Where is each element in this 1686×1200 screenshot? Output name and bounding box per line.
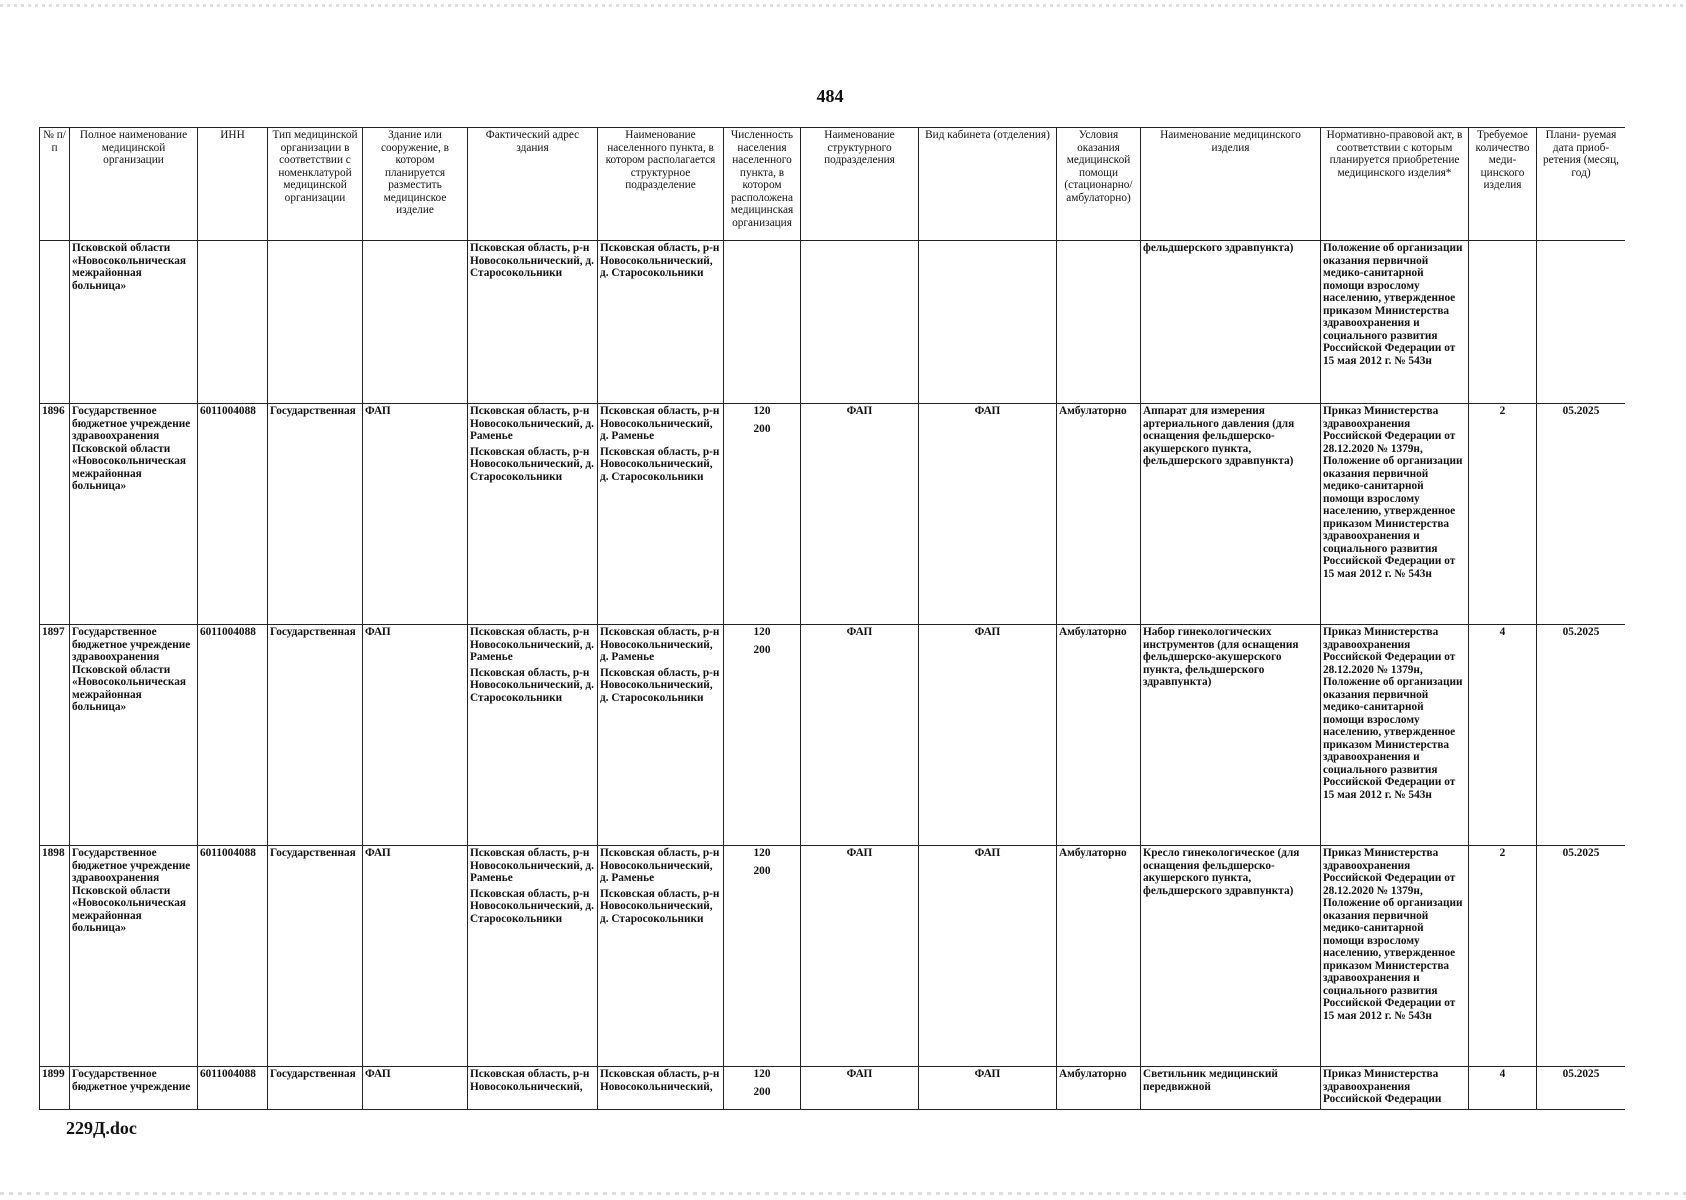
footer-filename: 229Д.doc (66, 1118, 137, 1138)
cell-org: Государственное бюджетное учреждение здравоохранения Псковской области «Новосокольническая межрайонная больница» (70, 625, 198, 846)
cell-address (468, 404, 598, 625)
header-num: № п/п (40, 128, 70, 241)
header-type: Тип медицинской организации в соответствии с номенклатурой медицинской организации (268, 128, 363, 241)
cell-population (724, 846, 801, 1067)
scan-edge-bottom (0, 1192, 1686, 1195)
cell-population (724, 241, 801, 404)
address-line: Псковская область, р-н Новосокольнический, д. Старосокольники (470, 445, 594, 483)
cell-device: Кресло гинекологическое (для оснащения фельдшерско-акушерского пункта, фельдшерского здравпункта) (1141, 846, 1321, 1067)
cell-conditions: Амбулаторно (1057, 404, 1141, 625)
population-value: 200 (753, 864, 771, 877)
cell-address (468, 241, 598, 404)
cell-settlement (598, 846, 724, 1067)
cell-org: Государственное бюджетное учреждение здравоохранения Псковской области «Новосокольническая межрайонная больница» (70, 404, 198, 625)
cell-unit: ФАП (801, 625, 919, 846)
settlement-line: Псковская область, р-н Новосокольнический, д. Раменье (600, 847, 720, 884)
cell-qty: 2 (1469, 404, 1537, 625)
table-row (40, 846, 1626, 1067)
header-address: Фактический адрес здания (468, 128, 598, 241)
settlement-line: Псковская область, р-н Новосокольнический, д. Раменье (600, 626, 720, 663)
cell-device: Светильник медицинский передвижной (1141, 1067, 1321, 1110)
population-value: 120 (753, 405, 771, 417)
cell-cabinet: ФАП (919, 846, 1057, 1067)
cell-num: 1899 (40, 1067, 70, 1110)
cell-address (468, 846, 598, 1067)
cell-address (468, 625, 598, 846)
table-header-row (40, 128, 1626, 241)
header-org: Полное наименование медицинской организации (70, 128, 198, 241)
address-line: Псковская область, р-н Новосокольнический, д. Раменье (470, 405, 594, 442)
cell-num: 1896 (40, 404, 70, 625)
header-device: Наименование медицинского изделия (1141, 128, 1321, 241)
cell-qty: 4 (1469, 625, 1537, 846)
cell-inn: 6011004088 (198, 846, 268, 1067)
header-qty: Требуемое количество меди- цинского изделия (1469, 128, 1537, 241)
page-number: 484 (816, 86, 844, 106)
population-value: 120 (753, 626, 771, 638)
cell-inn (198, 241, 268, 404)
settlement-line: Псковская область, р-н Новосокольнический, д. Старосокольники (600, 445, 720, 483)
cell-date (1537, 241, 1626, 404)
cell-inn: 6011004088 (198, 404, 268, 625)
cell-act: Приказ Министерства здравоохранения Российской Федерации (1321, 1067, 1469, 1110)
cell-act: Приказ Министерства здравоохранения Российской Федерации от 28.12.2020 № 1379н, Положение об организации оказания первичной медико-санитарной помощи взрослому населению, утвержденное приказом Министерства здравоохранения и социального развития Российской Федерации от 15 мая 2012 г. № 543н (1321, 404, 1469, 625)
cell-act: Приказ Министерства здравоохранения Российской Федерации от 28.12.2020 № 1379н, Положение об организации оказания первичной медико-санитарной помощи взрослому населению, утвержденное приказом Министерства здравоохранения и социального развития Российской Федерации от 15 мая 2012 г. № 543н (1321, 846, 1469, 1067)
settlement-line: Псковская область, р-н Новосокольнический, д. Старосокольники (600, 666, 720, 704)
header-act: Нормативно-правовой акт, в соответствии с которым планируется приобретение медицинского изделия* (1321, 128, 1469, 241)
cell-conditions: Амбулаторно (1057, 625, 1141, 846)
cell-settlement (598, 625, 724, 846)
cell-act: Приказ Министерства здравоохранения Российской Федерации от 28.12.2020 № 1379н, Положение об организации оказания первичной медико-санитарной помощи взрослому населению, утвержденное приказом Министерства здравоохранения и социального развития Российской Федерации от 15 мая 2012 г. № 543н (1321, 625, 1469, 846)
address-line: Псковская область, р-н Новосокольнический, д. Старосокольники (470, 887, 594, 925)
cell-type (268, 241, 363, 404)
cell-qty: 2 (1469, 846, 1537, 1067)
cell-address (468, 1067, 598, 1110)
address-line: Псковская область, р-н Новосокольнический, д. Раменье (470, 626, 594, 663)
cell-settlement (598, 404, 724, 625)
cell-population (724, 1067, 801, 1110)
cell-building: ФАП (363, 625, 468, 846)
cell-population (724, 404, 801, 625)
cell-unit (801, 241, 919, 404)
address-line: Псковская область, р-н Новосокольнический, д. Старосокольники (470, 666, 594, 704)
header-cabinet: Вид кабинета (отделения) (919, 128, 1057, 241)
cell-cabinet: ФАП (919, 404, 1057, 625)
cell-inn: 6011004088 (198, 625, 268, 846)
cell-type: Государственная (268, 846, 363, 1067)
cell-cabinet: ФАП (919, 1067, 1057, 1110)
cell-org: Псковской области «Новосокольническая межрайонная больница» (70, 241, 198, 404)
header-date: Плани- руемая дата приоб- ретения (месяц, год) (1537, 128, 1626, 241)
cell-unit: ФАП (801, 846, 919, 1067)
cell-num: 1897 (40, 625, 70, 846)
cell-type: Государственная (268, 1067, 363, 1110)
cell-date: 05.2025 (1537, 625, 1626, 846)
header-population: Численность населения населенного пункта, в котором расположена медицинская организация (724, 128, 801, 241)
cell-date: 05.2025 (1537, 1067, 1626, 1110)
cell-org: Государственное бюджетное учреждение (70, 1067, 198, 1110)
cell-cabinet: ФАП (919, 625, 1057, 846)
cell-device: Набор гинекологических инструментов (для оснащения фельдшерско-акушерского пункта, фельдшерского здравпункта) (1141, 625, 1321, 846)
cell-device: Аппарат для измерения артериального давления (для оснащения фельдшерско-акушерского пункта, фельдшерского здравпункта) (1141, 404, 1321, 625)
cell-conditions: Амбулаторно (1057, 1067, 1141, 1110)
settlement-line: Псковская область, р-н Новосокольнический, д. Старосокольники (600, 887, 720, 925)
cell-unit: ФАП (801, 404, 919, 625)
table-row (40, 404, 1626, 625)
address-line: Псковская область, р-н Новосокольнический, д. Старосокольники (470, 242, 594, 279)
address-line: Псковская область, р-н Новосокольнический, (470, 1068, 590, 1093)
cell-settlement (598, 1067, 724, 1110)
header-settlement: Наименование населенного пункта, в котором располагается структурное подразделение (598, 128, 724, 241)
cell-date: 05.2025 (1537, 404, 1626, 625)
equipment-table-container (39, 127, 1625, 1112)
cell-qty (1469, 241, 1537, 404)
cell-cabinet (919, 241, 1057, 404)
cell-population (724, 625, 801, 846)
header-unit: Наименование структурного подразделения (801, 128, 919, 241)
cell-type: Государственная (268, 404, 363, 625)
cell-num (40, 241, 70, 404)
table-row-continuation (40, 241, 1626, 404)
settlement-line: Псковская область, р-н Новосокольнический, (600, 1068, 720, 1093)
address-line: Псковская область, р-н Новосокольнический, д. Раменье (470, 847, 594, 884)
cell-building: ФАП (363, 1067, 468, 1110)
cell-device: фельдшерского здравпункта) (1141, 241, 1321, 404)
header-conditions: Условия оказания медицинской помощи (стационарно/ амбулаторно) (1057, 128, 1141, 241)
cell-conditions (1057, 241, 1141, 404)
cell-act: Положение об организации оказания первичной медико-санитарной помощи взрослому населению, утвержденное приказом Министерства здравоохранения и социального развития Российской Федерации от 15 мая 2012 г. № 543н (1321, 241, 1469, 404)
table-row-partial (40, 1067, 1626, 1110)
population-value: 200 (753, 1085, 771, 1098)
population-value: 200 (753, 422, 771, 435)
cell-building: ФАП (363, 404, 468, 625)
settlement-line: Псковская область, р-н Новосокольнический, д. Раменье (600, 405, 720, 442)
population-value: 120 (753, 847, 771, 859)
settlement-line: Псковская область, р-н Новосокольнический, д. Старосокольники (600, 242, 720, 279)
cell-settlement (598, 241, 724, 404)
cell-num: 1898 (40, 846, 70, 1067)
cell-org: Государственное бюджетное учреждение здравоохранения Псковской области «Новосокольническая межрайонная больница» (70, 846, 198, 1067)
header-building: Здание или сооружение, в котором планируется разместить медицинское изделие (363, 128, 468, 241)
cell-date: 05.2025 (1537, 846, 1626, 1067)
cell-inn: 6011004088 (198, 1067, 268, 1110)
population-value: 120 (753, 1068, 771, 1080)
equipment-table (39, 127, 1625, 1110)
cell-qty: 4 (1469, 1067, 1537, 1110)
cell-conditions: Амбулаторно (1057, 846, 1141, 1067)
cell-building (363, 241, 468, 404)
header-inn: ИНН (198, 128, 268, 241)
table-row (40, 625, 1626, 846)
population-value: 200 (753, 643, 771, 656)
scan-edge-top (0, 4, 1686, 7)
cell-building: ФАП (363, 846, 468, 1067)
cell-unit: ФАП (801, 1067, 919, 1110)
cell-type: Государственная (268, 625, 363, 846)
